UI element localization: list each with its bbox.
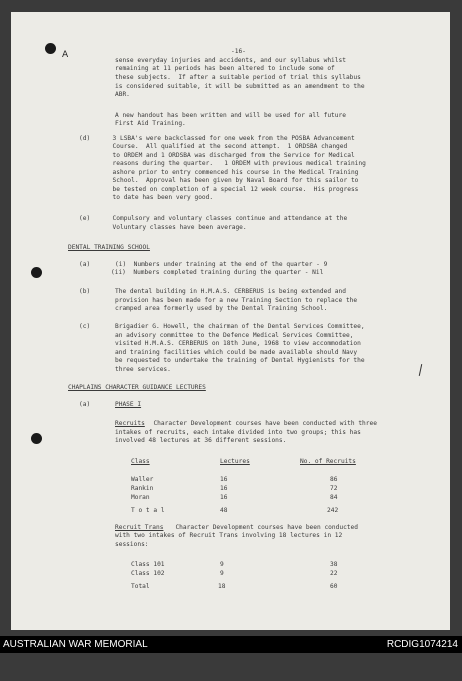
text-line: these subjects. If after a suitable period of trial this syllabus	[115, 74, 361, 81]
item-label: (a)	[79, 401, 91, 408]
table-total: Total	[131, 583, 150, 590]
text-line: to date has been very good.	[79, 194, 214, 201]
section-heading: DENTAL TRAINING SCHOOL	[68, 244, 150, 251]
text-line: The dental building in H.M.A.S. CERBERUS is being extended and	[115, 288, 346, 295]
table-cell: 86	[330, 476, 338, 483]
margin-mark: A	[62, 50, 69, 60]
text-line: ashore prior to entry commenced his course in the Medical Training	[79, 169, 359, 176]
text-line: Character Development courses have been conducted	[168, 524, 358, 531]
table-cell: 38	[330, 561, 338, 568]
table-total: 18	[218, 583, 226, 590]
table-cell: Rankin	[131, 485, 154, 492]
archive-footer	[0, 636, 462, 653]
text-line: visited H.M.A.S. CERBERUS on 18th June, 1968 to view accommodation	[115, 340, 361, 347]
text-line: A new handout has been written and will be used for all future	[115, 112, 346, 119]
inline-heading: Recruits	[115, 420, 145, 427]
table-total: 60	[330, 583, 338, 590]
footer-record-id: RCDIG1074214	[386, 639, 458, 650]
text-line: sessions:	[115, 541, 149, 548]
table-cell: 22	[330, 570, 338, 577]
text-line: Brigadier G. Howell, the chairman of the Dental Services Committee,	[115, 323, 365, 330]
table-cell: 16	[220, 476, 228, 483]
table-header: No. of Recruits	[300, 458, 356, 465]
item-label: (c)	[79, 323, 91, 330]
text-line: sense everyday injuries and accidents, and our syllabus whilst	[115, 57, 346, 64]
text-line: cramped area formerly used by the Dental Training School.	[115, 305, 328, 312]
text-line: First Aid Training.	[115, 120, 186, 127]
text-line: to ORDEM and 1 ORDSBA was discharged from the Service for Medical	[79, 152, 355, 159]
text-line: and training facilities which could be made available should Navy	[115, 349, 358, 356]
text-line: (ii) Numbers completed training during the quarter - Nil	[111, 269, 324, 276]
text-line: provision has been made for a new Training Section to replace the	[115, 297, 358, 304]
text-line: be tested on completion of a special 12 week course. His progress	[79, 186, 359, 193]
text-line: be requested to undertake the training of Dental Hygienists for the	[115, 357, 365, 364]
text-line: (d) 3 LSBA's were backclassed for one week from the POSBA Advancement	[79, 135, 355, 142]
text-line: involved 48 lectures at 36 different sessions.	[115, 437, 287, 444]
page-number: -16-	[231, 48, 246, 55]
table-cell: Class 101	[131, 561, 165, 568]
table-cell: 72	[330, 485, 338, 492]
item-label: (a)	[79, 261, 91, 268]
table-cell: 9	[220, 570, 224, 577]
text-line: is considered suitable, it will be submitted as an amendment to the	[115, 83, 365, 90]
section-heading: CHAPLAINS CHARACTER GUIDANCE LECTURES	[68, 384, 206, 391]
inline-heading: Recruit Trans	[115, 524, 164, 531]
text-line: (i) Numbers under training at the end of the quarter - 9	[115, 261, 328, 268]
text-line: with two intakes of Recruit Trans involving 18 lectures in 12	[115, 532, 343, 539]
table-cell: 84	[330, 494, 338, 501]
text-line: Voluntary classes have been average.	[79, 224, 247, 231]
table-cell: Moran	[131, 494, 150, 501]
subsection-heading: PHASE I	[115, 401, 142, 408]
footer-source: AUSTRALIAN WAR MEMORIAL	[3, 639, 148, 650]
table-total: 242	[327, 507, 339, 514]
table-total: T o t a l	[131, 507, 165, 514]
text-line: School. Approval has been given by Naval Board for this sailor to	[79, 177, 359, 184]
table-header: Class	[131, 458, 150, 465]
text-line: three services.	[115, 366, 171, 373]
text-line: intakes of recruits, each intake divided into two groups; this has	[115, 429, 361, 436]
table-cell: Waller	[131, 476, 154, 483]
text-line: Character Development courses have been conducted with three	[146, 420, 377, 427]
text-line: Course. All qualified at the second attempt. 1 ORDSBA changed	[79, 143, 348, 150]
item-label: (b)	[79, 288, 91, 295]
table-cell: Class 102	[131, 570, 165, 577]
table-cell: 16	[220, 494, 228, 501]
text-line: (e) Compulsory and voluntary classes continue and attendance at the	[79, 215, 348, 222]
text-line: reasons during the quarter. 1 ORDEM with previous medical training	[79, 160, 366, 167]
table-cell: 9	[220, 561, 224, 568]
table-cell: 16	[220, 485, 228, 492]
table-total: 48	[220, 507, 228, 514]
text-line: ABR.	[115, 91, 130, 98]
text-line: an advisory committee to the Defence Medical Services Committee,	[115, 332, 354, 339]
table-header: Lectures	[220, 458, 250, 465]
text-line: remaining at 11 periods has been altered to include some of	[115, 65, 335, 72]
